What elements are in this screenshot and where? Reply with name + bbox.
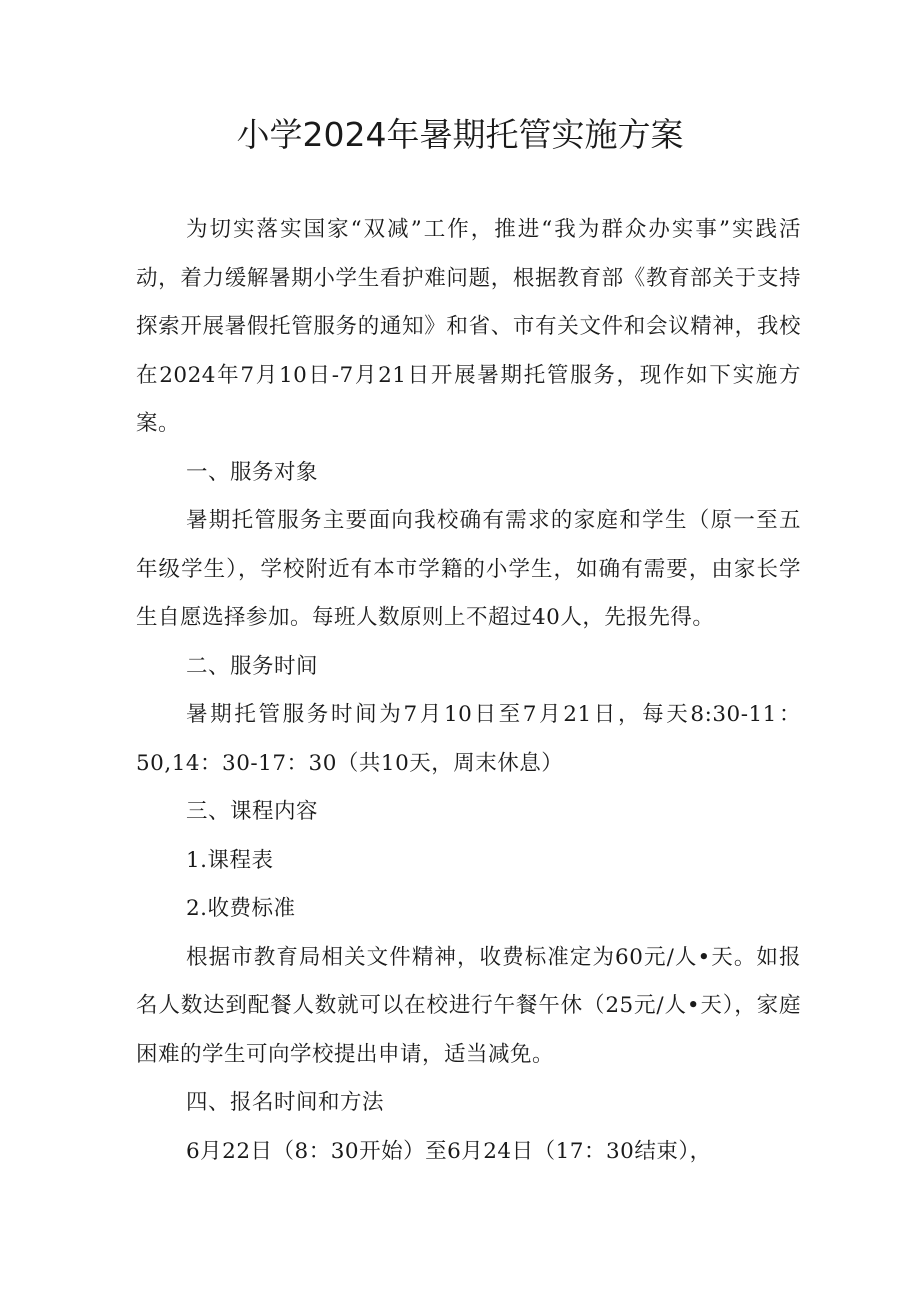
section-heading-service-time: 二、服务时间: [186, 653, 319, 679]
section-heading-course-content: 三、课程内容: [186, 799, 319, 824]
section-heading-registration: 四、报名时间和方法: [186, 1090, 385, 1115]
intro-paragraph: 为切实落实国家“双减”工作，推进“我为群众办实事”实践活动，着力缓解暑期小学生看护难问题，根据教育部《教育部关于支持探索开展暑假托管服务的通知》和省、市有关文件和会议精神，我校在2024年7月10日-7月21日开展暑期托管服务，现作如下实施方案。: [136, 217, 801, 436]
course-item-schedule: 1.课程表: [186, 847, 274, 873]
document-body: [136, 206, 801, 1176]
section-text-registration: 6月22日（8：30开始）至6月24日（17：30结束），: [186, 1138, 712, 1164]
section-text-service-time: 暑期托管服务时间为7月10日至7月21日，每天8:30-11：50,14：30-17：30（共10天，周末休息）: [136, 702, 801, 776]
section-text-service-target: 暑期托管服务主要面向我校确有需求的家庭和学生（原一至五年级学生），学校附近有本市学籍的小学生，如确有需要，由家长学生自愿选择参加。每班人数原则上不超过40人，先报先得。: [136, 508, 801, 630]
section-heading-service-target: 一、服务对象: [186, 459, 319, 485]
course-item-fees: 2.收费标准: [186, 896, 296, 921]
section-text-fees: 根据市教育局相关文件精神，收费标准定为60元/人•天。如报名人数达到配餐人数就可以在校进行午餐午休（25元/人•天），家庭困难的学生可向学校提出申请，适当减免。: [136, 944, 801, 1067]
document-title: 小学2024年暑期托管实施方案: [236, 115, 684, 154]
